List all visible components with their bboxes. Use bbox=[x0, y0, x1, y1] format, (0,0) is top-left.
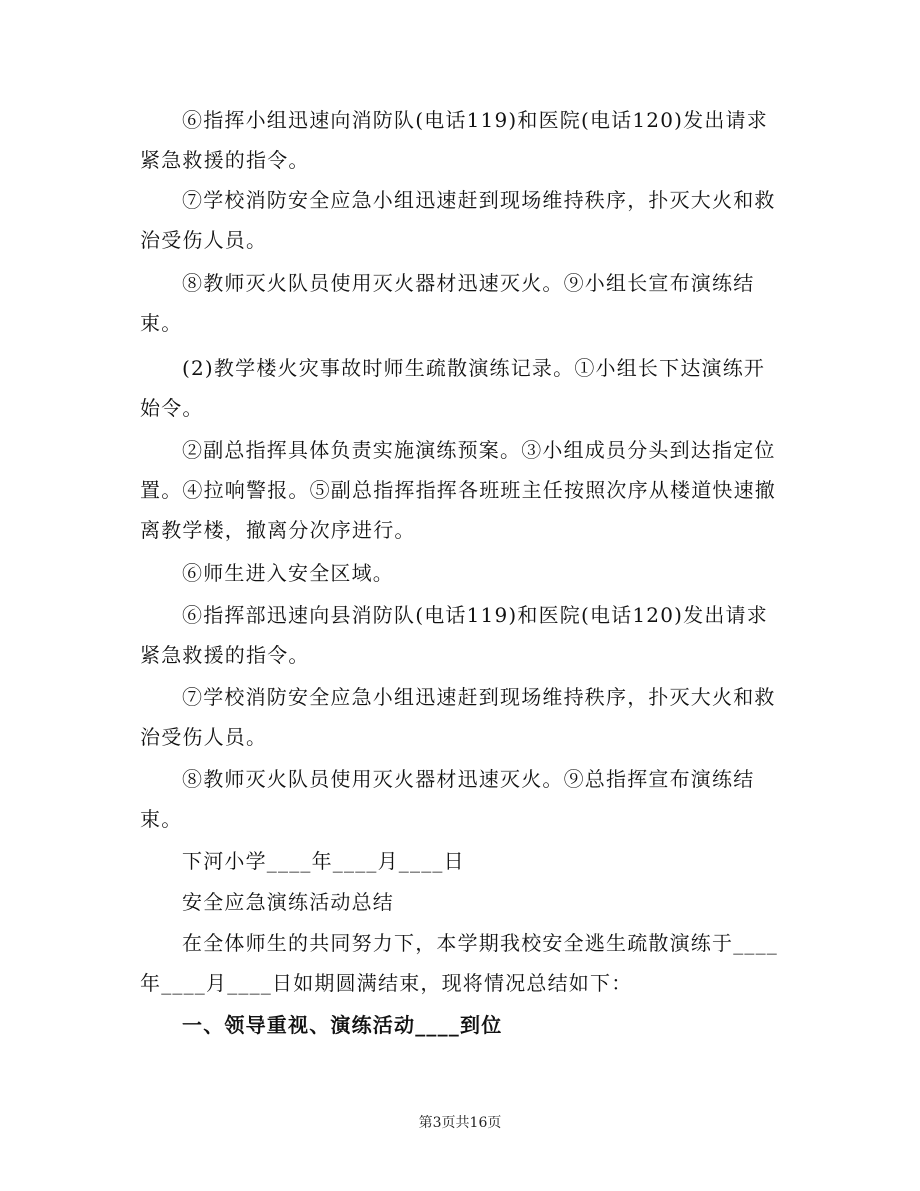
paragraph-8: ⑦学校消防安全应急小组迅速赶到现场维持秩序，扑灭大火和救治受伤人员。 bbox=[140, 685, 776, 749]
paragraph-7: ⑥指挥部迅速向县消防队(电话119)和医院(电话120)发出请求紧急救援的指令。 bbox=[140, 603, 768, 667]
heading-1: 一、领导重视、演练活动____到位 bbox=[182, 1013, 503, 1037]
paragraph-3: ⑧教师灭火队员使用灭火器材迅速灭火。⑨小组长宣布演练结束。 bbox=[140, 271, 755, 335]
paragraph-1: ⑥指挥小组迅速向消防队(电话119)和医院(电话120)发出请求紧急救援的指令。 bbox=[140, 108, 768, 172]
date-line: 下河小学____年____月____日 bbox=[182, 849, 465, 873]
paragraph-4: (2)教学楼火灾事故时师生疏散演练记录。①小组长下达演练开始令。 bbox=[140, 356, 766, 420]
section-title: 安全应急演练活动总结 bbox=[182, 890, 394, 914]
paragraph-6: ⑥师生进入安全区域。 bbox=[182, 561, 394, 585]
paragraph-5: ②副总指挥具体负责实施演练预案。③小组成员分头到达指定位置。④拉响警报。⑤副总指挥指挥各班班主任按照次序从楼道快速撤离教学楼，撤离分次序进行。 bbox=[140, 438, 776, 542]
paragraph-2: ⑦学校消防安全应急小组迅速赶到现场维持秩序，扑灭大火和救治受伤人员。 bbox=[140, 188, 776, 252]
paragraph-intro: 在全体师生的共同努力下，本学期我校安全逃生疏散演练于____年____月____日如期圆满结束，现将情况总结如下： bbox=[140, 931, 778, 995]
paragraph-9: ⑧教师灭火队员使用灭火器材迅速灭火。⑨总指挥宣布演练结束。 bbox=[140, 767, 755, 831]
page-number: 第3页共16页 bbox=[418, 1115, 502, 1131]
